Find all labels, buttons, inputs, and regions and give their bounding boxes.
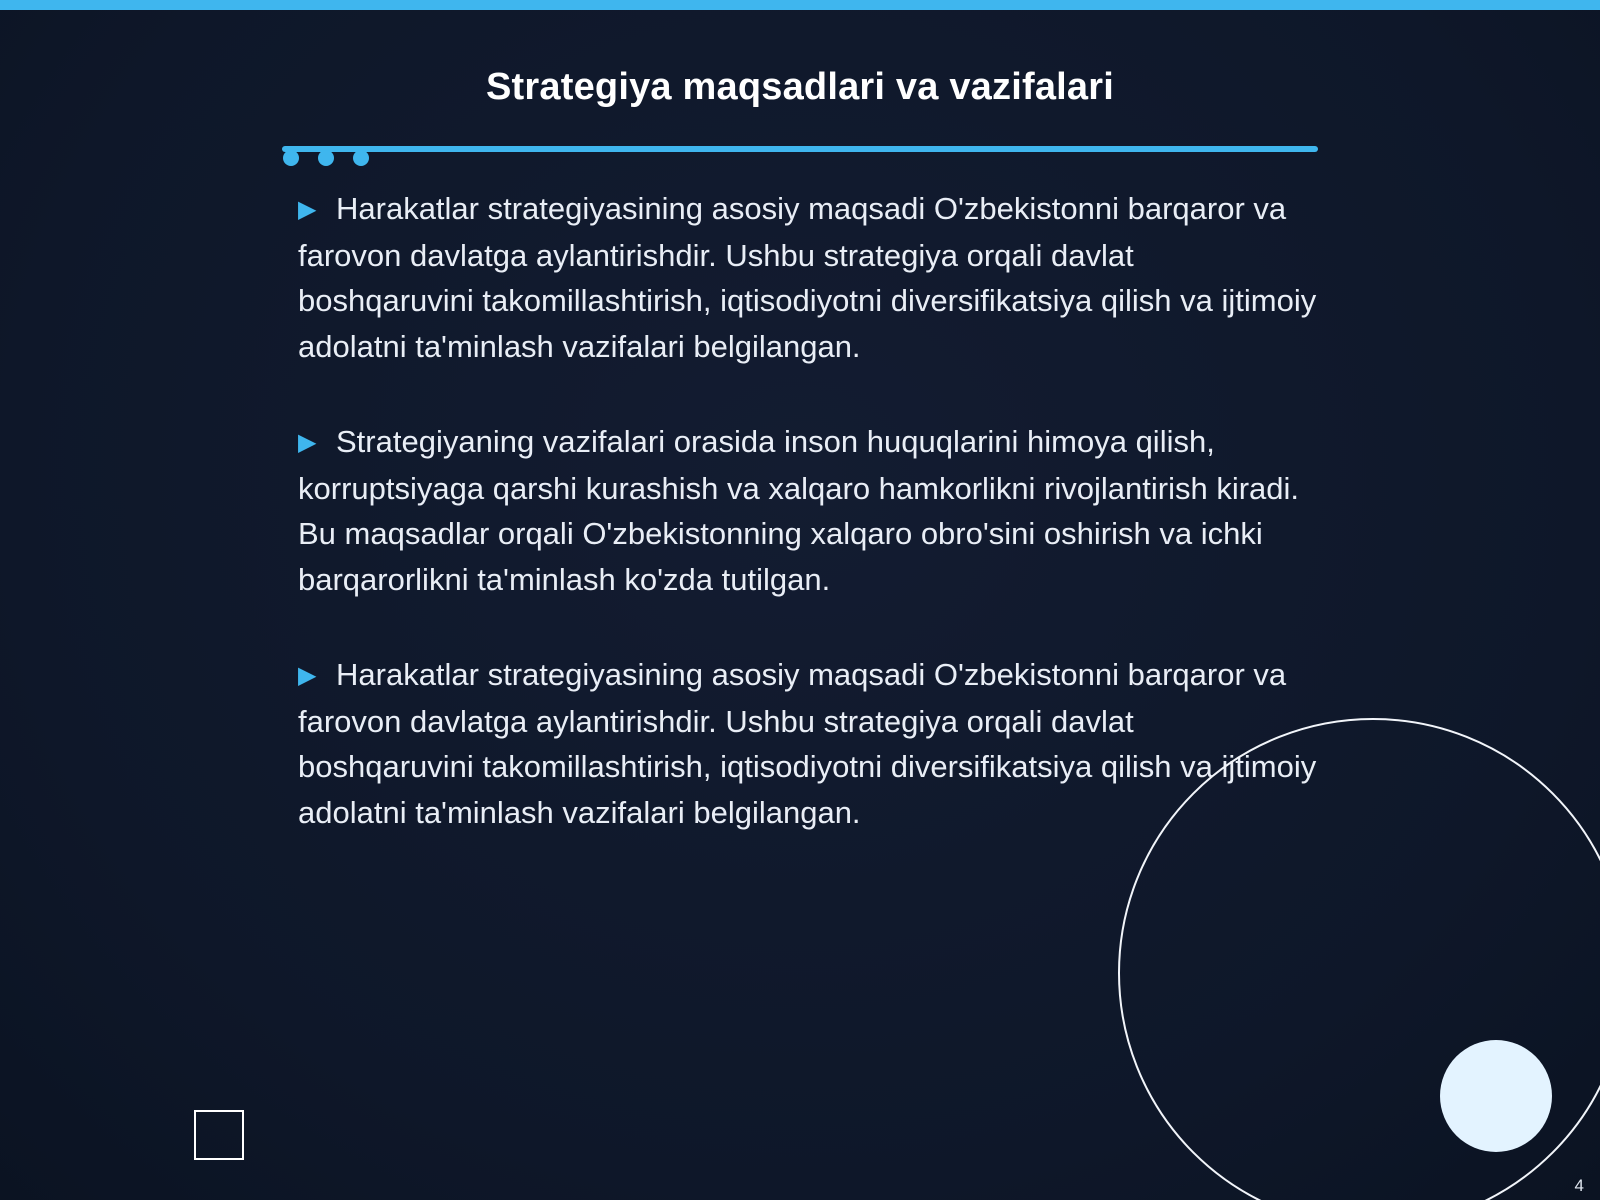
page-number: 4 bbox=[1574, 1176, 1584, 1195]
bullet-item bbox=[298, 419, 1318, 602]
divider-dot bbox=[318, 150, 334, 166]
top-accent-bar bbox=[0, 0, 1600, 10]
divider-dot bbox=[283, 150, 299, 166]
bullet-text: Strategiyaning vazifalari orasida inson huquqlarini himoya qilish, korruptsiyaga qarshi kurashish va xalqaro hamkorlikni rivojlantirish kiradi. Bu maqsadlar orqali O'zbekistonning xalqaro obro'sini oshirish va ichki barqarorlikni ta'minlash ko'zda tutilgan. bbox=[298, 424, 1300, 597]
slide-title: Strategiya maqsadlari va vazifalari bbox=[486, 66, 1114, 108]
bullet-item bbox=[298, 652, 1318, 835]
play-triangle-icon: ▶ bbox=[298, 429, 317, 456]
title-divider-line bbox=[282, 146, 1318, 152]
play-triangle-icon: ▶ bbox=[298, 196, 317, 223]
decorative-circle bbox=[1440, 1040, 1552, 1152]
bullet-list bbox=[298, 186, 1318, 885]
divider-dot bbox=[353, 150, 369, 166]
play-triangle-icon: ▶ bbox=[298, 662, 317, 689]
bullet-item bbox=[298, 186, 1318, 369]
bullet-text: Harakatlar strategiyasining asosiy maqsadi O'zbekistonni barqaror va farovon davlatga aylantirishdir. Ushbu strategiya orqali davlat boshqaruvini takomillashtirish, iqtisodiyotni diversifikatsiya qilish va ijtimoiy adolatni ta'minlash vazifalari belgilangan. bbox=[298, 657, 1317, 830]
decorative-square bbox=[194, 1110, 244, 1160]
bullet-text: Harakatlar strategiyasining asosiy maqsadi O'zbekistonni barqaror va farovon davlatga aylantirishdir. Ushbu strategiya orqali davlat boshqaruvini takomillashtirish, iqtisodiyotni diversifikatsiya qilish va ijtimoiy adolatni ta'minlash vazifalari belgilangan. bbox=[298, 191, 1317, 364]
